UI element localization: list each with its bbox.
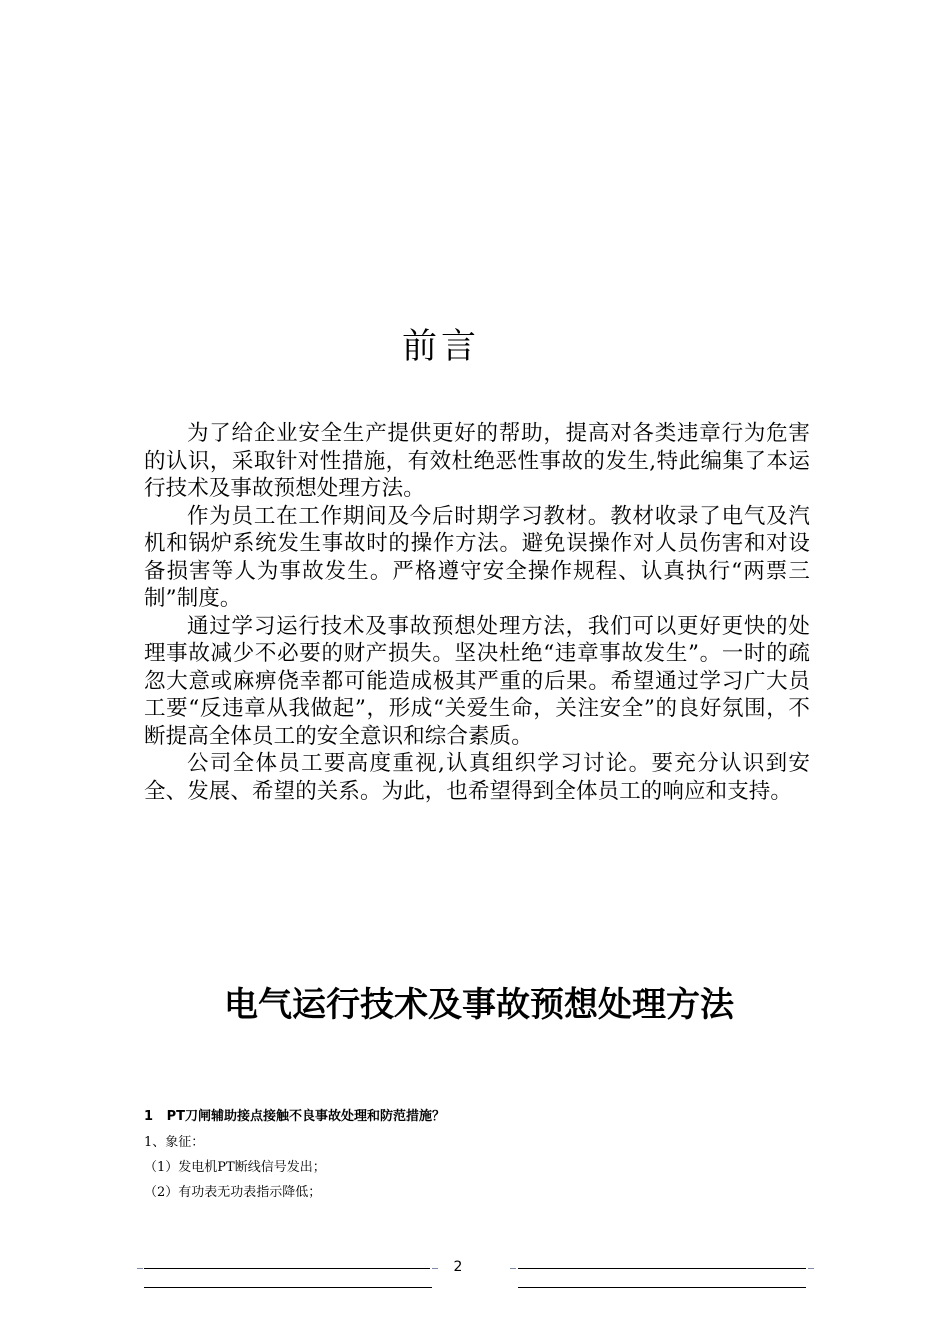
preface-body <box>144 420 810 805</box>
footer-rule-right-end-mark <box>808 1268 814 1269</box>
footer-rule-left-bottom <box>144 1287 432 1288</box>
symptom-item-1: （1）发电机PT断线信号发出； <box>144 1160 326 1175</box>
page-number: 2 <box>453 1259 463 1275</box>
footer-rule-right-inner-mark <box>510 1268 516 1269</box>
symptom-item-2: （2）有功表无功表指示降低； <box>144 1185 322 1200</box>
footer-rule-right-bottom <box>518 1287 806 1288</box>
preface-title: 前言 <box>401 327 480 367</box>
preface-paragraph-1: 为了给企业安全生产提供更好的帮助，提高对各类违章行为危害的认识，采取针对性措施，有效杜绝恶性事故的发生,特此编集了本运行技术及事故预想处理方法。 <box>144 421 810 501</box>
question-title: 1 PT刀闸辅助接点接触不良事故处理和防范措施？ <box>144 1109 446 1124</box>
preface-paragraph-4: 公司全体员工要高度重视,认真组织学习讨论。要充分认识到安全、发展、希望的关系。为此，也希望得到全体员工的响应和支持。 <box>144 751 810 804</box>
footer-rule-left-top <box>144 1268 430 1269</box>
preface-paragraph-2: 作为员工在工作期间及今后时期学习教材。教材收录了电气及汽机和锅炉系统发生事故时的操作方法。避免误操作对人员伤害和对设备损害等人为事故发生。严格遵守安全操作规程、认真执行“两票三制”制度。 <box>144 503 810 611</box>
section-title: 电气运行技术及事故预想处理方法 <box>224 985 734 1025</box>
footer-rule-left-inner-mark <box>432 1268 438 1269</box>
page-footer <box>0 1254 950 1294</box>
footer-rule-left-end-mark <box>137 1268 143 1269</box>
preface-paragraph-3: 通过学习运行技术及事故预想处理方法，我们可以更好更快的处理事故减少不必要的财产损失。坚决杜绝“违章事故发生”。一时的疏忽大意或麻痹侥幸都可能造成极其严重的后果。希望通过学习广大员工要“反违章从我做起”，形成“关爱生命，关注安全”的良好氛围，不断提高全体员工的安全意识和综合素质。 <box>144 613 810 749</box>
footer-rule-right-top <box>518 1268 806 1269</box>
symptom-heading: 1、象征： <box>144 1135 205 1150</box>
